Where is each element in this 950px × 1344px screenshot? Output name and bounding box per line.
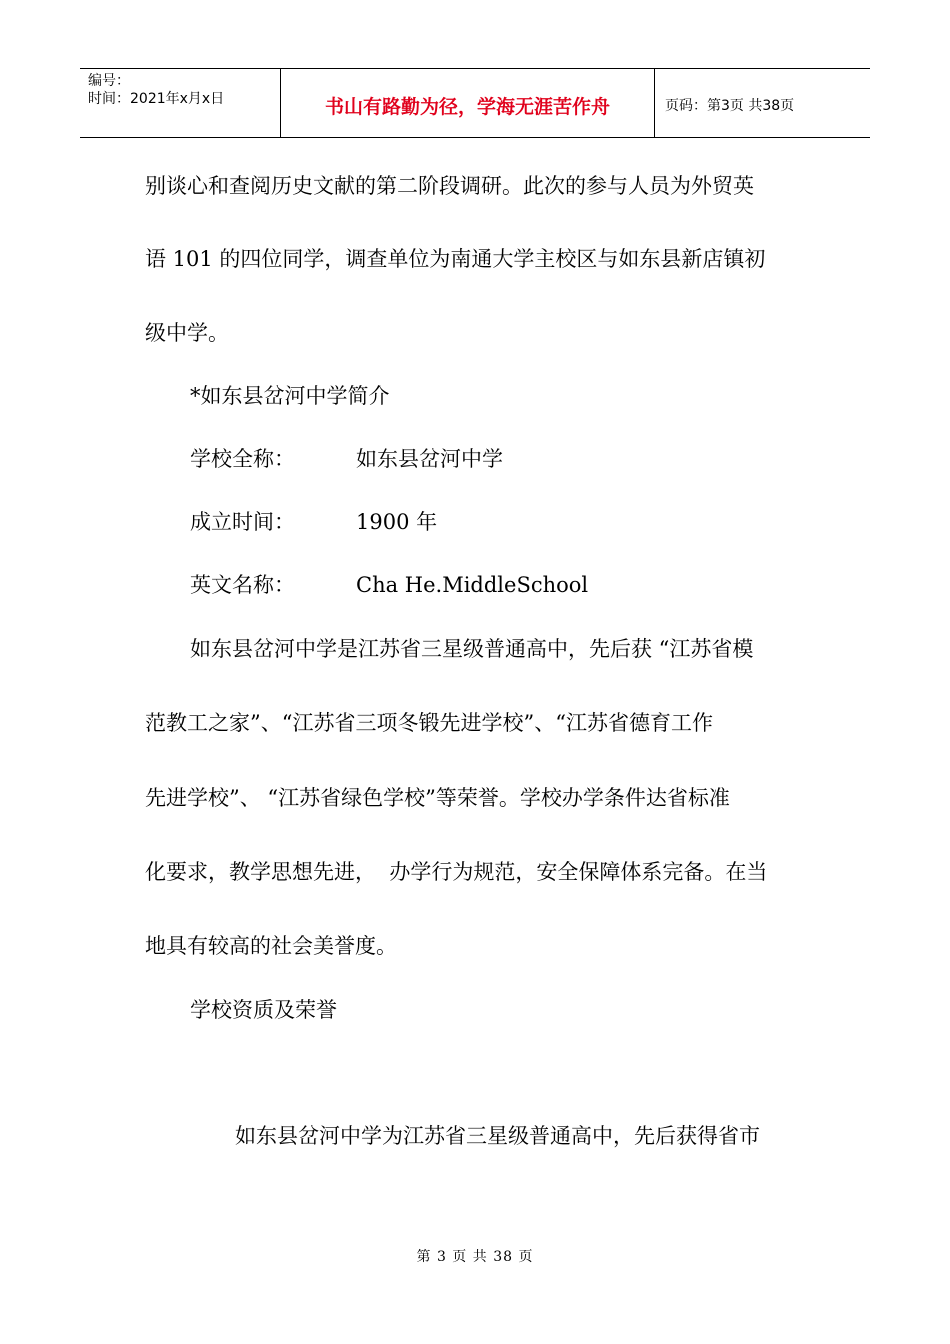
paragraph-line: 先进学校”、 “江苏省绿色学校”等荣誉。学校办学条件达省标准 <box>145 786 730 810</box>
header-number: 编号： <box>88 73 130 89</box>
field-value-fullname: 如东县岔河中学 <box>356 447 503 471</box>
field-value-english: Cha He.MiddleSchool <box>356 573 589 597</box>
header-time: 时间：2021年x月x日 <box>88 91 225 107</box>
body-line: 语 101 的四位同学，调查单位为南通大学主校区与如东县新店镇初 <box>145 247 766 271</box>
intro-heading: *如东县岔河中学简介 <box>190 384 390 408</box>
page-footer: 第 3 页 共 38 页 <box>416 1249 534 1265</box>
honors-heading: 学校资质及荣誉 <box>190 998 337 1022</box>
paragraph-line: 范教工之家”、“江苏省三项冬锻先进学校”、“江苏省德育工作 <box>145 711 713 735</box>
body-line: 别谈心和查阅历史文献的第二阶段调研。此次的参与人员为外贸英 <box>145 174 754 198</box>
paragraph-line: 化要求，教学思想先进， 办学行为规范，安全保障体系完备。在当 <box>145 860 768 884</box>
body-line: 级中学。 <box>145 321 229 345</box>
paragraph-line: 地具有较高的社会美誉度。 <box>145 934 397 958</box>
header-meta <box>80 69 281 137</box>
field-label-founded: 成立时间： <box>190 510 295 534</box>
last-line: 如东县岔河中学为江苏省三星级普通高中，先后获得省市 <box>235 1124 760 1148</box>
field-value-founded: 1900 年 <box>356 510 438 534</box>
page-header <box>80 68 870 138</box>
header-motto: 书山有路勤为径，学海无涯苦作舟 <box>281 69 655 137</box>
header-page-info: 页码：第3页 共38页 <box>665 98 795 114</box>
field-label-fullname: 学校全称： <box>190 447 295 471</box>
field-label-english: 英文名称： <box>190 573 295 597</box>
paragraph-line: 如东县岔河中学是江苏省三星级普通高中，先后获 “江苏省模 <box>190 637 754 661</box>
